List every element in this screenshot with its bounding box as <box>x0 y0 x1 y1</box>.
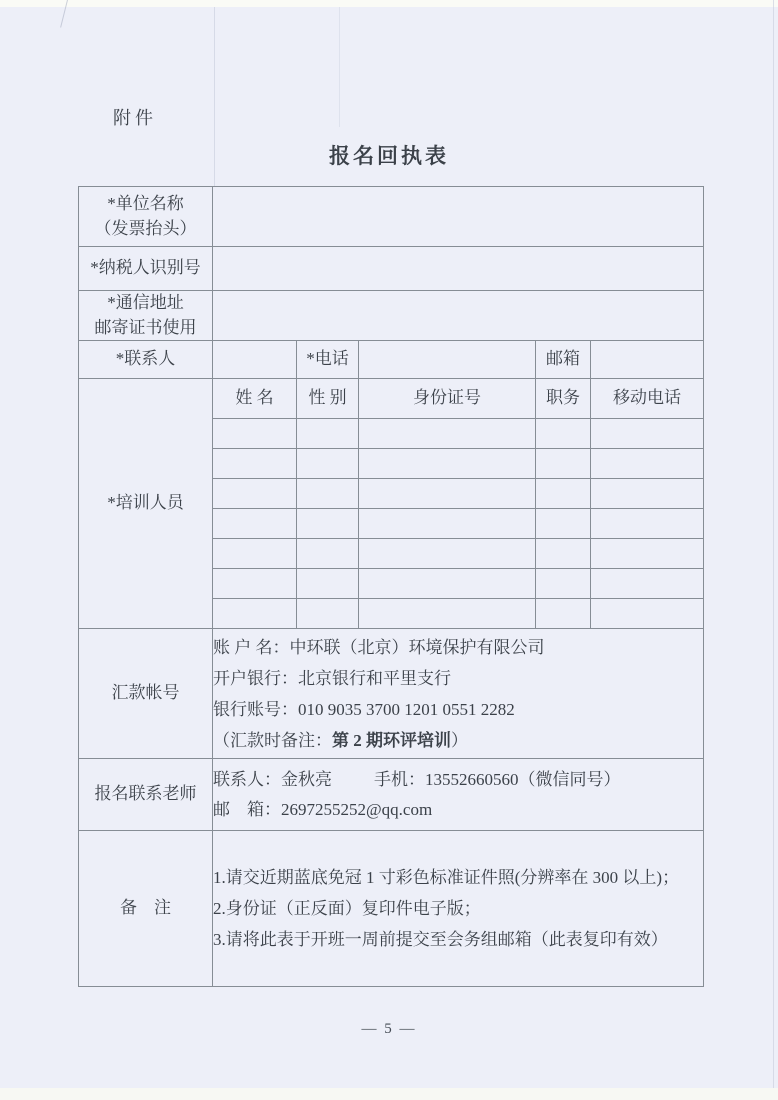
personnel-cell <box>297 599 359 629</box>
page-title: 报名回执表 <box>329 144 449 168</box>
personnel-cell <box>213 569 297 599</box>
remittance-label: 汇款帐号 <box>79 629 213 759</box>
row-remarks <box>79 831 704 987</box>
personnel-cell <box>213 479 297 509</box>
page-number: — 5 — <box>361 1021 417 1037</box>
remarks-content <box>213 831 704 987</box>
remittance-note <box>213 725 703 756</box>
personnel-cell <box>591 599 704 629</box>
personnel-col-id-number: 身份证号 <box>359 379 536 419</box>
personnel-cell <box>297 569 359 599</box>
unit-name-label <box>79 187 213 247</box>
personnel-cell <box>591 539 704 569</box>
personnel-cell <box>297 449 359 479</box>
address-value-cell <box>213 291 704 341</box>
contact-label: *联系人 <box>79 341 213 379</box>
unit-name-label-line2: （发票抬头） <box>94 218 197 238</box>
personnel-cell <box>359 479 536 509</box>
personnel-label: *培训人员 <box>79 379 213 629</box>
personnel-cell <box>591 419 704 449</box>
teacher-content <box>213 759 704 831</box>
personnel-cell <box>536 539 591 569</box>
personnel-cell <box>536 599 591 629</box>
personnel-cell <box>297 509 359 539</box>
personnel-col-position: 职务 <box>536 379 591 419</box>
taxpayer-id-value-cell <box>213 247 704 291</box>
unit-name-value-cell <box>213 187 704 247</box>
personnel-cell <box>213 449 297 479</box>
personnel-col-name: 姓 名 <box>213 379 297 419</box>
remittance-account-name: 账 户 名：中环联（北京）环境保护有限公司 <box>213 637 545 657</box>
email-value-cell <box>591 341 704 379</box>
row-teacher <box>79 759 704 831</box>
personnel-cell <box>359 599 536 629</box>
personnel-cell <box>591 479 704 509</box>
personnel-cell <box>536 569 591 599</box>
row-taxpayer-id <box>79 247 704 291</box>
personnel-cell <box>536 419 591 449</box>
personnel-cell <box>213 509 297 539</box>
scan-crease-line <box>339 7 340 127</box>
personnel-cell <box>213 539 297 569</box>
row-personnel-header <box>79 379 704 419</box>
personnel-cell <box>213 599 297 629</box>
personnel-cell <box>359 449 536 479</box>
teacher-contact-name: 联系人：金秋亮 <box>213 769 332 789</box>
registration-form-table <box>78 186 704 987</box>
personnel-cell <box>297 479 359 509</box>
email-label: 邮箱 <box>536 341 591 379</box>
remittance-bank: 开户银行：北京银行和平里支行 <box>213 668 451 688</box>
teacher-contact-line <box>213 765 703 795</box>
remark-item-2: 2.身份证（正反面）复印件电子版； <box>213 899 481 919</box>
scan-edge-top <box>0 0 778 7</box>
personnel-col-gender: 性 别 <box>297 379 359 419</box>
phone-label: *电话 <box>297 341 359 379</box>
attachment-label: 附件 <box>113 108 157 128</box>
remittance-note-session: 第 2 期环评培训 <box>332 730 451 750</box>
address-label <box>79 291 213 341</box>
remarks-label: 备 注 <box>79 831 213 987</box>
personnel-cell <box>359 509 536 539</box>
scan-edge-bottom <box>0 1088 778 1100</box>
personnel-cell <box>536 479 591 509</box>
address-label-line1: *通信地址 <box>107 293 184 312</box>
taxpayer-id-label: *纳税人识别号 <box>79 247 213 291</box>
row-remittance <box>79 629 704 759</box>
teacher-mobile: 手机：13552660560（微信同号） <box>374 769 621 789</box>
remittance-account-number: 银行账号：010 9035 3700 1201 0551 2282 <box>213 699 515 719</box>
remark-item-3: 3.请将此表于开班一周前提交至会务组邮箱（此表复印有效） <box>213 930 668 950</box>
personnel-cell <box>297 419 359 449</box>
row-unit-name <box>79 187 704 247</box>
remark-item-1: 1.请交近期蓝底免冠 1 寸彩色标准证件照(分辨率在 300 以上)； <box>213 868 680 888</box>
remittance-note-suffix: ） <box>451 730 468 750</box>
personnel-cell <box>536 449 591 479</box>
personnel-cell <box>591 509 704 539</box>
teacher-label: 报名联系老师 <box>79 759 213 831</box>
row-address <box>79 291 704 341</box>
personnel-cell <box>591 449 704 479</box>
address-label-line2: 邮寄证书使用 <box>94 317 197 337</box>
teacher-email: 邮 箱：2697255252@qq.com <box>213 799 433 819</box>
personnel-cell <box>536 509 591 539</box>
personnel-col-mobile: 移动电话 <box>591 379 704 419</box>
personnel-cell <box>591 569 704 599</box>
remittance-note-prefix: （汇款时备注： <box>213 730 332 750</box>
personnel-cell <box>359 539 536 569</box>
contact-value-cell <box>213 341 297 379</box>
unit-name-label-line1: *单位名称 <box>107 193 184 213</box>
personnel-cell <box>297 539 359 569</box>
personnel-cell <box>359 419 536 449</box>
personnel-cell <box>213 419 297 449</box>
row-contact <box>79 341 704 379</box>
phone-value-cell <box>359 341 536 379</box>
remittance-content <box>213 629 704 759</box>
personnel-cell <box>359 569 536 599</box>
